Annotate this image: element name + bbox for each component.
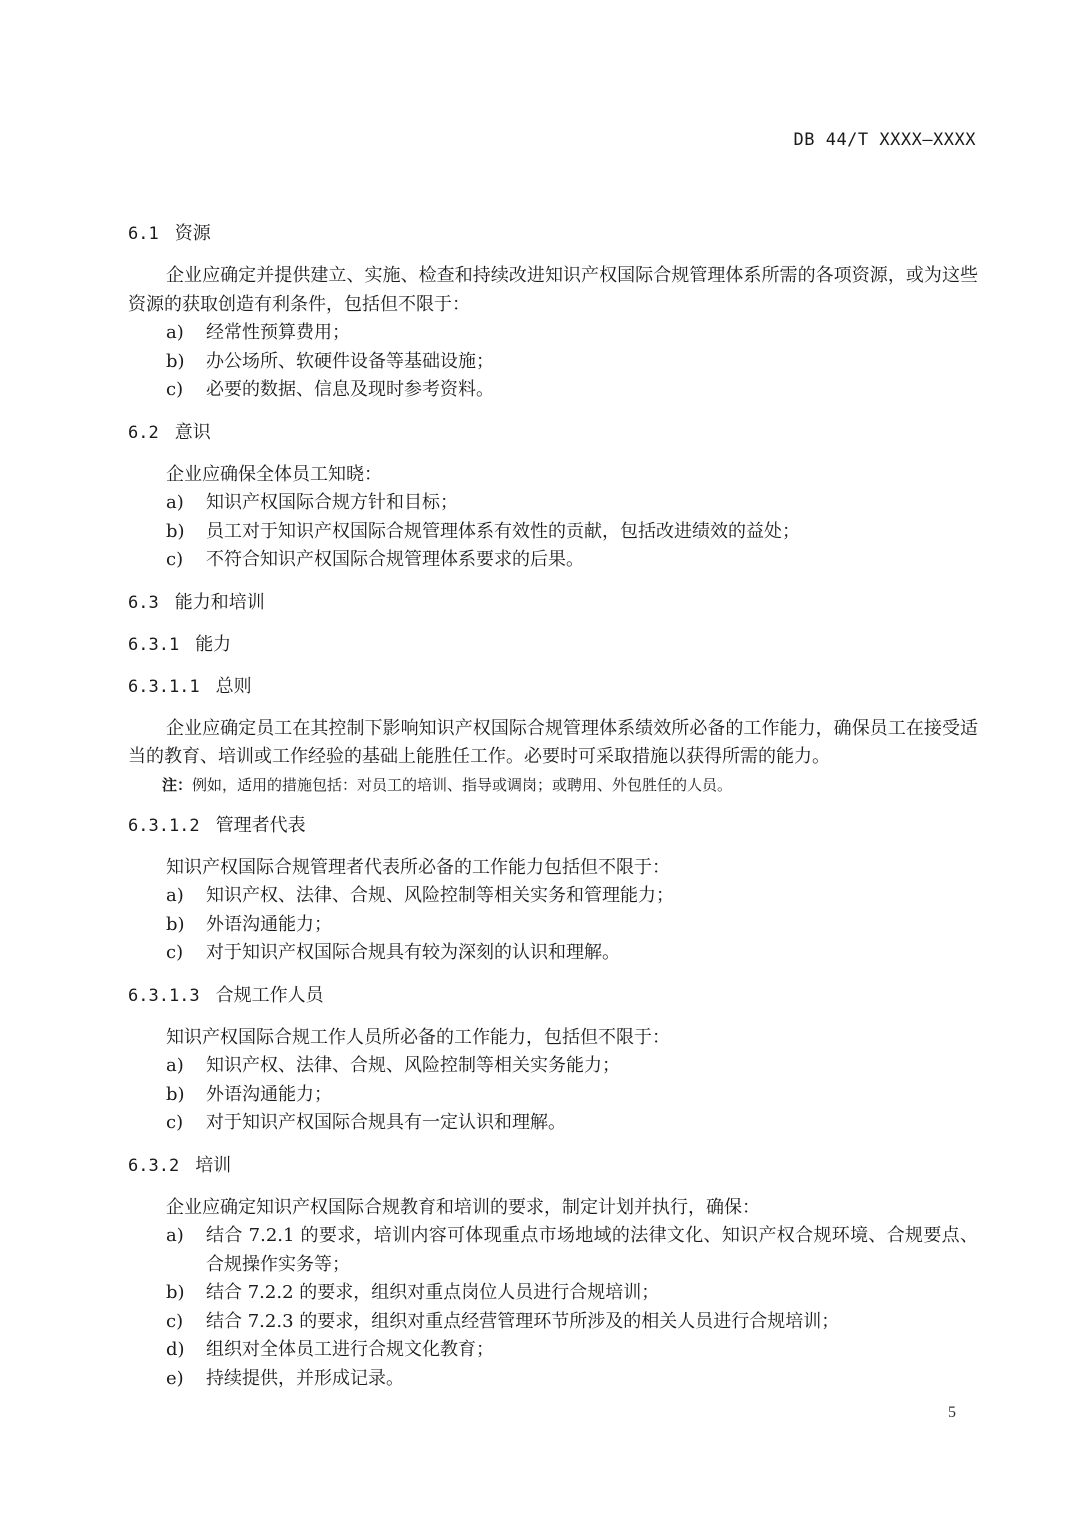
section-heading-6-1 — [128, 220, 978, 248]
section-number: 6.3.2 — [128, 1155, 180, 1176]
document-code-header: DB 44/T XXXX—XXXX — [793, 130, 976, 150]
list-marker: a) — [166, 492, 184, 513]
paragraph: 企业应确定并提供建立、实施、检查和持续改进知识产权国际合规管理体系所需的各项资源，或为这些资源的获取创造有利条件，包括但不限于： — [128, 265, 978, 315]
list-text: 不符合知识产权国际合规管理体系要求的后果。 — [206, 549, 584, 570]
list-item — [128, 1365, 978, 1394]
list-item — [128, 911, 978, 940]
section-heading-6-3 — [128, 589, 978, 617]
list-text: 知识产权、法律、合规、风险控制等相关实务和管理能力； — [206, 885, 674, 906]
list-marker: c) — [166, 942, 184, 963]
document-body — [128, 220, 978, 1393]
list-text: 知识产权国际合规方针和目标； — [206, 492, 458, 513]
list-item — [128, 1308, 978, 1337]
list-marker: b) — [166, 350, 185, 372]
list-marker: a) — [166, 1225, 184, 1246]
section-number: 6.1 — [128, 224, 159, 244]
list-item — [128, 1336, 978, 1365]
section-number: 6.3.1 — [128, 634, 180, 655]
list-item — [128, 939, 978, 968]
list-marker: c) — [166, 549, 184, 570]
list-marker: b) — [166, 1083, 185, 1105]
section-heading-6-3-1 — [128, 631, 978, 659]
paragraph: 企业应确定员工在其控制下影响知识产权国际合规管理体系绩效所必备的工作能力，确保员工在接受适当的教育、培训或工作经验的基础上能胜任工作。必要时可采取措施以获得所需的能力。 — [128, 717, 978, 767]
section-heading-6-3-1-3 — [128, 982, 978, 1010]
list-text: 必要的数据、信息及现时参考资料。 — [206, 379, 494, 400]
list-marker: b) — [166, 520, 185, 542]
list-text: 办公场所、软硬件设备等基础设施； — [206, 350, 494, 372]
list-text: 外语沟通能力； — [206, 1083, 332, 1105]
list-marker: e) — [166, 1367, 184, 1389]
section-title: 总则 — [215, 675, 252, 697]
section-heading-6-3-2 — [128, 1152, 978, 1180]
list-text: 对于知识产权国际合规具有一定认识和理解。 — [206, 1112, 566, 1133]
list-text: 外语沟通能力； — [206, 913, 332, 935]
list-text: 结合 7.2.3 的要求，组织对重点经营管理环节所涉及的相关人员进行合规培训； — [206, 1310, 840, 1332]
paragraph: 知识产权国际合规工作人员所必备的工作能力，包括但不限于： — [166, 1026, 670, 1048]
list-text: 组织对全体员工进行合规文化教育； — [206, 1339, 494, 1360]
list-item — [128, 1081, 978, 1110]
list-marker: c) — [166, 1310, 184, 1332]
list-item — [128, 489, 978, 518]
list-text: 对于知识产权国际合规具有较为深刻的认识和理解。 — [206, 942, 620, 963]
list-item — [128, 1222, 978, 1279]
section-heading-6-3-1-2 — [128, 812, 978, 840]
list-marker: b) — [166, 1282, 185, 1303]
section-number: 6.3.1.3 — [128, 985, 200, 1006]
list-text: 持续提供，并形成记录。 — [206, 1367, 404, 1389]
list-text: 经常性预算费用； — [206, 322, 350, 343]
list-item — [128, 1052, 978, 1081]
section-title: 管理者代表 — [215, 814, 306, 836]
list-item — [128, 1109, 978, 1138]
list-text: 结合 7.2.2 的要求，组织对重点岗位人员进行合规培训； — [206, 1282, 660, 1303]
paragraph: 知识产权国际合规管理者代表所必备的工作能力包括但不限于： — [166, 856, 670, 878]
section-title: 合规工作人员 — [215, 984, 324, 1006]
section-number: 6.3.1.1 — [128, 676, 200, 697]
list-item — [128, 376, 978, 405]
section-heading-6-3-1-1 — [128, 673, 978, 701]
list-marker: a) — [166, 322, 184, 343]
section-title: 能力 — [195, 633, 232, 655]
list-text: 结合 7.2.1 的要求，培训内容可体现重点市场地域的法律文化、知识产权合规环境、合规要点、合规操作实务等； — [206, 1225, 978, 1275]
list-item — [128, 319, 978, 348]
list-marker: a) — [166, 1055, 184, 1076]
list-marker: d) — [166, 1339, 185, 1360]
paragraph: 企业应确保全体员工知晓： — [166, 463, 382, 485]
section-title: 资源 — [174, 223, 211, 244]
list-item — [128, 882, 978, 911]
paragraph: 企业应确定知识产权国际合规教育和培训的要求，制定计划并执行，确保： — [166, 1196, 760, 1218]
section-number: 6.2 — [128, 422, 159, 443]
list-marker: c) — [166, 379, 184, 400]
list-marker: b) — [166, 913, 185, 935]
list-item — [128, 1279, 978, 1308]
note-text: 例如，适用的措施包括：对员工的培训、指导或调岗；或聘用、外包胜任的人员。 — [192, 775, 733, 794]
section-title: 意识 — [174, 421, 211, 443]
list-item — [128, 348, 978, 377]
section-title: 能力和培训 — [174, 591, 265, 613]
list-text: 员工对于知识产权国际合规管理体系有效性的贡献，包括改进绩效的益处； — [206, 520, 800, 542]
list-marker: c) — [166, 1112, 184, 1133]
list-text: 知识产权、法律、合规、风险控制等相关实务能力； — [206, 1055, 620, 1076]
list-item — [128, 518, 978, 547]
list-item — [128, 546, 978, 575]
note — [128, 772, 978, 798]
section-heading-6-2 — [128, 419, 978, 447]
note-label: 注： — [162, 775, 193, 794]
section-number: 6.3.1.2 — [128, 815, 200, 836]
section-title: 培训 — [195, 1154, 232, 1176]
section-number: 6.3 — [128, 592, 159, 613]
list-marker: a) — [166, 885, 184, 906]
page-number: 5 — [948, 1404, 956, 1421]
